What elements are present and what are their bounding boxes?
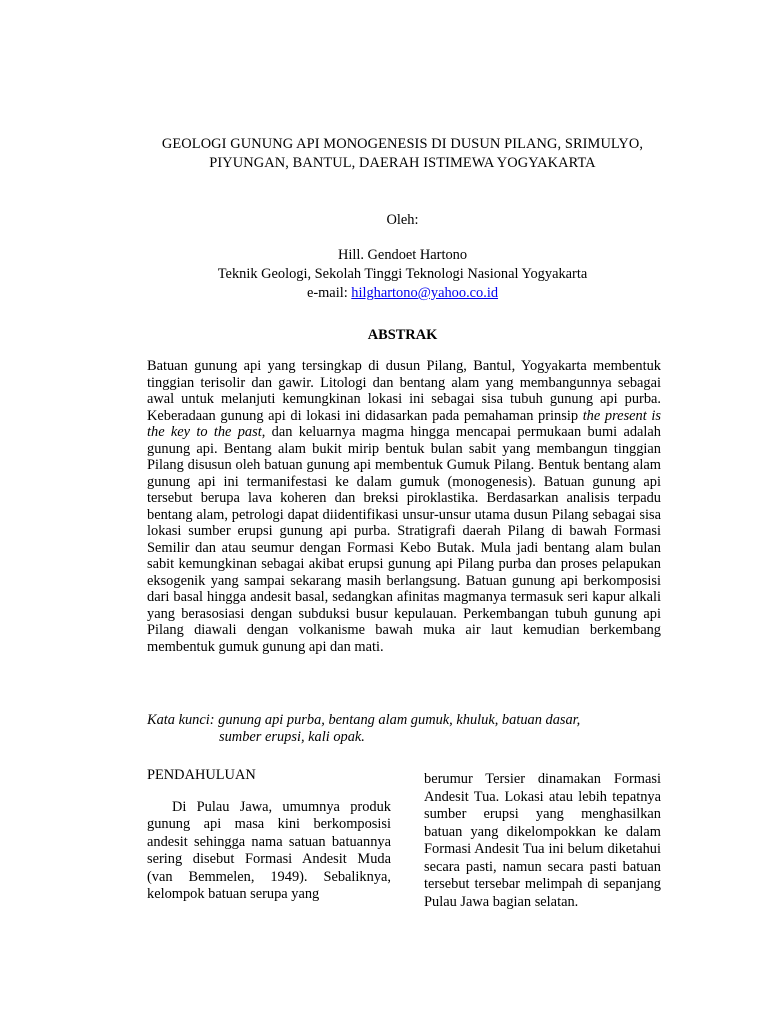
- right-column: [424, 771, 661, 911]
- paper-title: GEOLOGI GUNUNG API MONOGENESIS DI DUSUN PILANG, SRIMULYO, PIYUNGAN, BANTUL, DAERAH ISTIMEWA YOGYAKARTA: [161, 136, 644, 171]
- author-name: Hill. Gendoet Hartono: [337, 247, 468, 263]
- keywords: [147, 712, 661, 746]
- abstract-part1: Batuan gunung api yang tersingkap di dusun Pilang, Bantul, Yogyakarta membentuk tinggian terisolir dan gawir. Litologi dan bentang alam yang membangunnya sebagai awal untuk melanjuti kemungkinan lokasi ini sebagai sisa tubuh gunung api purba. Keberadaan gunung api di lokasi ini didasarkan pada pemahaman prinsip: [147, 358, 661, 424]
- abstract-italic-phrase: the present is the key to the past: [147, 407, 661, 440]
- keywords-line1: Kata kunci: gunung api purba, bentang alam gumuk, khuluk, batuan dasar,: [147, 712, 581, 728]
- left-column: [147, 767, 391, 904]
- keywords-line2: sumber erupsi, kali opak.: [219, 729, 365, 745]
- intro-paragraph-left: Di Pulau Jawa, umumnya produk gunung api masa kini berkomposisi andesit sehingga nama satuan batuannya sering disebut Formasi Andesit Muda (van Bemmelen, 1949). Sebaliknya, kelompok batuan serupa yang: [147, 798, 391, 902]
- oleh-label: Oleh:: [386, 212, 419, 228]
- abstract-part2: , dan keluarnya magma hingga mencapai permukaan bumi adalah gunung api. Bentang alam bukit mirip bentuk bulan sabit yang membangun tinggian Pilang disusun oleh batuan gunung api membentuk Gumuk Pilang. Bentuk bentang alam gunung api ini termanifestasi ke dalam gumuk (monogenesis). Batuan gunung api tersebut berupa lava koheren dan breksi piroklastika. Berdasarkan analisis terpadu bentang alam, petrologi dapat diidentifikasi unsur-unsur utama dusun Pilang sebagai sisa lokasi sumber erupsi gunung api purba. Stratigrafi daerah Pilang di bawah Formasi Semilir dan atau seumur dengan Formasi Kebo Butak. Mula jadi bentang alam bulan sabit kemungkinan sebagai akibat erupsi gunung api Pilang purba dan proses pelapukan eksogenik yang sampai sekarang masih berlangsung. Batuan gunung api berkomposisi dari basal hingga andesit basal, sedangkan afinitas magmanya termasuk seri kapur alkali yang berasosiasi dengan subduksi busur kepulauan. Perkembangan tubuh gunung api Pilang diawali dengan volkanisme bawah muka air laut kemudian berkembang membentuk gumuk gunung api dan mati.: [147, 424, 661, 655]
- email-link[interactable]: hilghartono@yahoo.co.id: [351, 285, 499, 301]
- section-heading-pendahuluan: PENDAHULUAN: [147, 767, 256, 783]
- intro-paragraph-right: berumur Tersier dinamakan Formasi Andesit Tua. Lokasi atau lebih tepatnya sumber erupsi yang menghasilkan batuan yang dikelompokkan ke dalam Formasi Andesit Tua ini belum diketahui secara pasti, namun secara pasti batuan tersebut tersebar melimpah di sepanjang Pulau Jawa bagian selatan.: [424, 771, 661, 910]
- abstract-text: [147, 358, 661, 655]
- author-affiliation: Teknik Geologi, Sekolah Tinggi Teknologi Nasional Yogyakarta: [217, 266, 588, 282]
- abstract-heading: ABSTRAK: [367, 327, 438, 343]
- email-label: e-mail:: [306, 285, 352, 301]
- author-email-line: [150, 284, 655, 303]
